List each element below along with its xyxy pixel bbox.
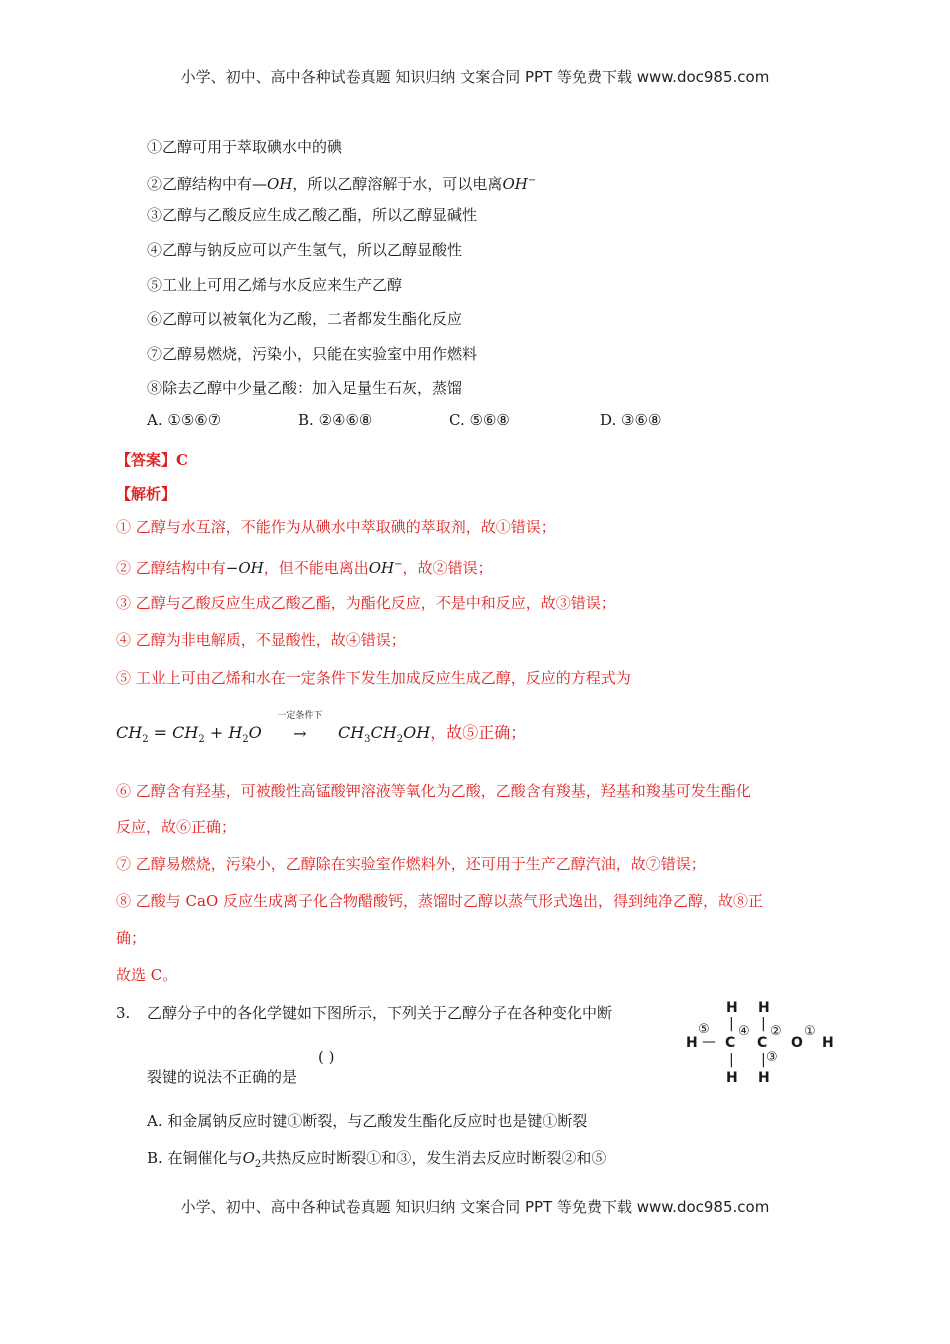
bond-label: ③ (766, 1050, 778, 1065)
option-a: A. ①⑤⑥⑦ (147, 411, 222, 429)
circled-number: ⑦ (645, 855, 661, 873)
answer-label: 【答案】 (116, 451, 177, 469)
circled-number: ⑥ (176, 818, 192, 836)
bond-label: ② (770, 1024, 782, 1039)
circled-number: ④ (345, 631, 361, 649)
answer-blank: ( ) (318, 1048, 335, 1066)
analysis-line-5: ⑤ 工业上可由乙烯和水在一定条件下发生加成反应生成乙醇，反应的方程式为 (116, 669, 631, 687)
statement-text: 工业上可用乙烯与水反应来生产乙醇 (162, 276, 403, 294)
ethanol-structure-diagram: H H H ⑤ — C ④ C ② O ① H | | | | ③ H H (686, 1000, 834, 1086)
statement-6 (147, 308, 462, 330)
circled-number: ① (495, 518, 511, 536)
atom-h: H (686, 1035, 698, 1051)
atom-c: C (757, 1035, 768, 1051)
analysis-line-6b: 反应，故⑥正确； (116, 818, 237, 836)
circled-number: ⑤ (591, 1149, 607, 1167)
reaction-arrow: 一定条件下 → (267, 723, 333, 745)
atom-o: O (791, 1035, 803, 1051)
circled-number: ③ (147, 206, 163, 224)
analysis-line-2: ② 乙醇结构中有−OH，但不能电离出OH−，故②错误； (116, 559, 493, 577)
statement-text: 乙醇可以被氧化为乙酸，二者都发生酯化反应 (162, 310, 463, 328)
analysis-conclusion: 故选 C。 (116, 966, 178, 984)
q3-stem-2: 裂键的说法不正确的是 (147, 1068, 298, 1086)
atom-h: H (822, 1035, 834, 1051)
statement-8 (147, 377, 462, 399)
circled-number: ③ (555, 594, 571, 612)
statement-text: 乙醇与乙酸反应生成乙酸乙酯，所以乙醇显碱性 (162, 206, 478, 224)
statement-text: 乙醇可用于萃取碘水中的碘 (162, 138, 343, 156)
circled-number: ⑧ (733, 892, 749, 910)
circled-number: ⑥ (147, 310, 163, 328)
statement-4 (147, 239, 462, 261)
circled-number: ④ (147, 241, 163, 259)
q3-number: 3. (116, 1004, 131, 1022)
circled-number: ⑧ (147, 379, 163, 397)
statement-text: 乙醇易燃烧，污染小，只能在实验室中用作燃料 (162, 345, 478, 363)
bond-label: ① (804, 1024, 816, 1039)
circled-number: ① (287, 1112, 303, 1130)
option-d: D. ③⑥⑧ (600, 411, 662, 429)
answer-value: C (176, 451, 188, 469)
statement-text: ，所以乙醇溶解于水，可以电离 (292, 175, 503, 193)
hydroxide-formula: OH (368, 559, 395, 577)
analysis-line-4: ④ 乙醇为非电解质，不显酸性，故④错误； (116, 631, 406, 649)
circled-number: ⑦ (147, 345, 163, 363)
statement-1 (147, 136, 342, 158)
analysis-line-8a: ⑧ 乙酸与 CaO 反应生成离子化合物醋酸钙，蒸馏时乙醇以蒸气形式逸出，得到纯净乙醇，故⑧正 (116, 892, 764, 910)
hydroxyl-formula: −OH (225, 559, 264, 577)
page-footer: 小学、初中、高中各种试卷真题 知识归纳 文案合同 PPT 等免费下载 www.doc985.com (180, 1198, 770, 1216)
statement-text: 乙醇结构中有 (162, 175, 253, 193)
atom-c: C (725, 1035, 736, 1051)
statement-text: 乙醇与钠反应可以产生氢气，所以乙醇显酸性 (162, 241, 463, 259)
analysis-line-3: ③ 乙醇与乙酸反应生成乙酸乙酯，为酯化反应，不是中和反应，故③错误； (116, 594, 616, 612)
statement-text: 除去乙醇中少量乙酸：加入足量生石灰，蒸馏 (162, 379, 463, 397)
analysis-line-1: ① 乙醇与水互溶，不能作为从碘水中萃取碘的萃取剂，故①错误； (116, 518, 556, 536)
circled-number: ② (147, 175, 163, 193)
q3-option-b: B. 在铜催化与$O_2$共热反应时断裂①和③，发生消去反应时断裂②和⑤ (147, 1149, 607, 1170)
option-c: C. ⑤⑥⑧ (449, 411, 510, 429)
q3-stem-1: 乙醇分子中的各化学键如下图所示，下列关于乙醇分子在各种变化中断 (147, 1004, 613, 1022)
analysis-line-6a: ⑥ 乙醇含有羟基，可被酸性高锰酸钾溶液等氧化为乙酸，乙酸含有羧基，羟基和羧基可发生酯化 (116, 782, 751, 800)
hydroxyl-formula: —OH (252, 175, 293, 193)
oxygen-formula: O (242, 1149, 255, 1167)
circled-number: ② (561, 1149, 577, 1167)
analysis-line-8b: 确； (116, 929, 147, 947)
analysis-line-7: ⑦ 乙醇易燃烧，污染小，乙醇除在实验室作燃料外，还可用于生产乙醇汽油，故⑦错误； (116, 855, 706, 873)
atom-h: H (726, 1070, 738, 1086)
option-b: B. ②④⑥⑧ (298, 411, 373, 429)
circled-number: ① (366, 1149, 382, 1167)
circled-number: ① (542, 1112, 558, 1130)
bond-label: ④ (738, 1024, 750, 1039)
circled-number: ③ (396, 1149, 412, 1167)
answer-line (116, 449, 188, 471)
reaction-condition: 一定条件下 (277, 710, 323, 721)
circled-number: ⑤ (147, 276, 163, 294)
atom-h: H (758, 1000, 770, 1016)
q3-option-a: A. 和金属钠反应时键①断裂，与乙酸发生酯化反应时也是键①断裂 (147, 1112, 588, 1130)
circled-number: ⑤ (462, 723, 479, 742)
circled-number: ① (147, 138, 163, 156)
statement-7 (147, 343, 477, 365)
statement-2: ②乙醇结构中有—OH，所以乙醇溶解于水，可以电离OH− (147, 175, 537, 193)
hydroxide-formula: OH (502, 175, 528, 193)
analysis-label: 【解析】 (116, 485, 177, 503)
atom-h: H (758, 1070, 770, 1086)
page-header: 小学、初中、高中各种试卷真题 知识归纳 文案合同 PPT 等免费下载 www.doc985.com (180, 68, 770, 86)
circled-number: ② (432, 559, 448, 577)
statement-5 (147, 274, 402, 296)
reaction-equation: $CH_2 = CH_2 + H_2O$ 一定条件下 → $CH_3CH_2OH$，故⑤正确； (116, 722, 526, 751)
atom-h: H (726, 1000, 738, 1016)
statement-3 (147, 204, 477, 226)
bond-label: ⑤ (698, 1022, 710, 1037)
